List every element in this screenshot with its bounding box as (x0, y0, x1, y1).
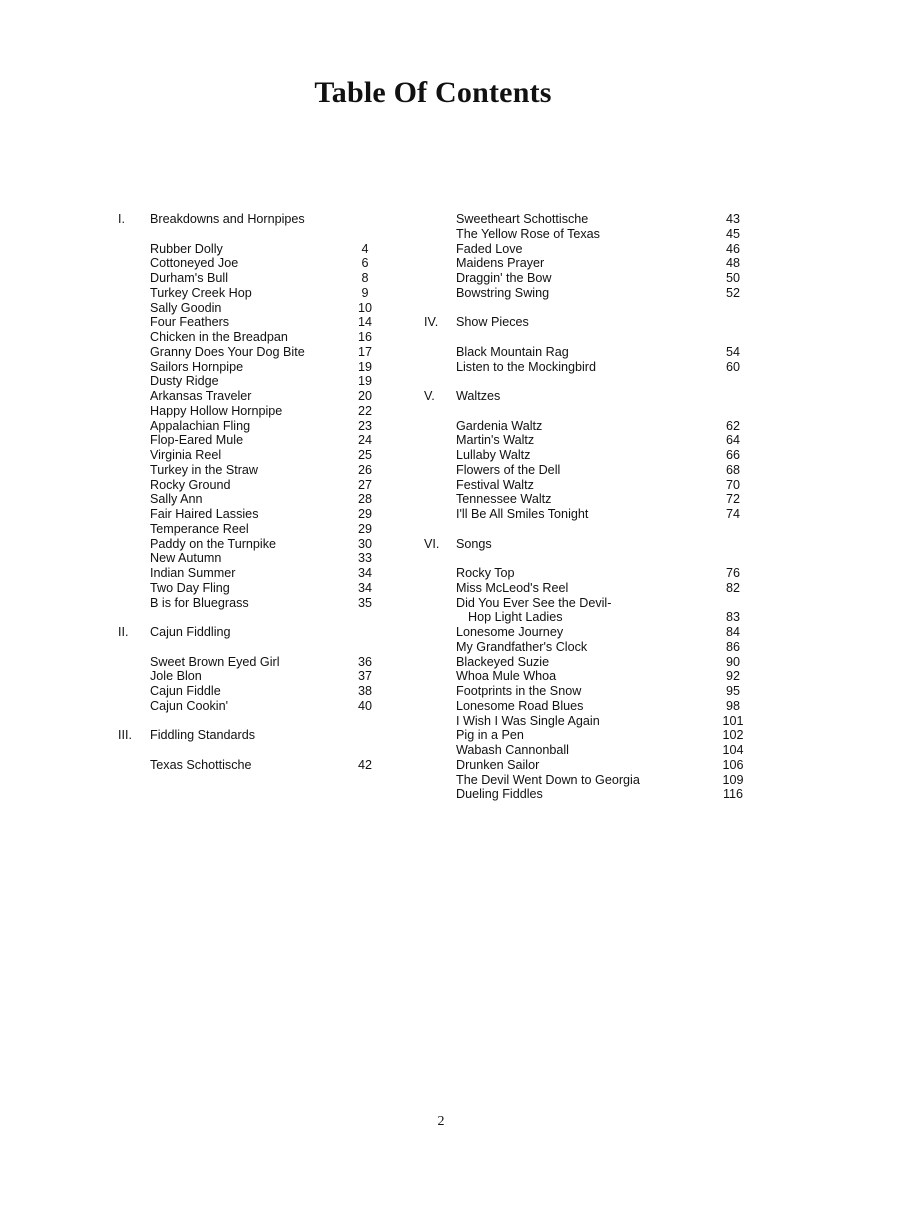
entry-title: B is for Bluegrass (150, 595, 249, 610)
entry-page-number: 86 (725, 639, 740, 654)
entry-page-number: 116 (722, 787, 744, 802)
entry-title: Four Feathers (150, 315, 230, 330)
entry-page-number: 35 (357, 595, 372, 610)
toc-entry[interactable] (456, 787, 748, 802)
entry-page-number: 43 (725, 212, 740, 226)
toc-entry[interactable] (150, 492, 380, 507)
entry-title: Drunken Sailor (456, 757, 540, 772)
entry-page-number: 29 (357, 507, 372, 521)
page-number: 2 (437, 1114, 445, 1129)
entry-page-number: 54 (725, 344, 740, 359)
entry-title: Virginia Reel (150, 448, 222, 462)
toc-entry[interactable] (150, 286, 380, 301)
section-numeral: IV. (424, 315, 439, 330)
entry-title: Black Mountain Rag (456, 344, 569, 359)
toc-entry[interactable] (150, 301, 380, 316)
toc-entry[interactable] (150, 522, 380, 537)
entry-page-number: 102 (722, 728, 744, 743)
entry-title: Flop-Eared Mule (150, 433, 244, 448)
entry-title: Sweetheart Schottische (456, 212, 589, 226)
entry-title (456, 596, 718, 626)
entry-title: Bowstring Swing (456, 285, 550, 300)
entry-page-number: 101 (722, 713, 744, 728)
entry-title: Happy Hollow Hornpipe (150, 403, 283, 418)
spacer (118, 227, 388, 242)
toc-left-column (118, 212, 388, 773)
entry-page-number: 17 (357, 344, 372, 359)
toc-entry[interactable] (456, 492, 748, 507)
entry-page-number: 66 (725, 448, 740, 462)
entry-page-number: 64 (725, 433, 740, 448)
section-title: Show Pieces (456, 315, 529, 330)
entry-title: Sally Ann (150, 492, 203, 507)
toc-entry[interactable] (150, 389, 380, 404)
entry-title: The Devil Went Down to Georgia (456, 772, 640, 787)
entry-page-number: 22 (357, 403, 372, 418)
section-heading (424, 315, 744, 330)
entry-page-number: 29 (357, 521, 372, 536)
entry-page-number: 28 (357, 492, 372, 507)
toc-entry[interactable] (456, 463, 748, 478)
toc-entry[interactable] (456, 478, 748, 493)
toc-entry[interactable] (456, 448, 748, 463)
toc-entry[interactable] (456, 728, 748, 743)
entry-title: Listen to the Mockingbird (456, 359, 597, 374)
entry-title: New Autumn (150, 551, 222, 566)
toc-entry[interactable] (150, 463, 380, 478)
entry-page-number: 8 (361, 271, 369, 285)
entry-page-number: 25 (357, 448, 372, 462)
section-title: Breakdowns and Hornpipes (150, 212, 305, 226)
entry-page-number: 10 (357, 300, 372, 315)
entry-title: Miss McLeod's Reel (456, 580, 569, 595)
entry-title-line: Did You Ever See the Devil- (456, 595, 612, 610)
entry-title: I'll Be All Smiles Tonight (456, 507, 589, 521)
entry-page-number: 14 (357, 315, 372, 330)
entry-page-number: 19 (357, 374, 372, 389)
toc-entry[interactable] (456, 433, 748, 448)
entry-title: Gardenia Waltz (456, 418, 543, 433)
toc-entry[interactable] (150, 404, 380, 419)
entry-page-number: 20 (357, 389, 372, 403)
toc-entry[interactable] (150, 315, 380, 330)
entry-title: Durham's Bull (150, 271, 228, 285)
toc-entry[interactable] (150, 360, 380, 375)
toc-entry[interactable] (150, 699, 380, 714)
toc-entry[interactable] (150, 271, 380, 286)
section-numeral: V. (424, 389, 435, 403)
toc-entry[interactable] (456, 212, 748, 227)
entry-page-number: 19 (357, 359, 372, 374)
spacer (118, 610, 388, 625)
toc-entry[interactable] (456, 581, 748, 596)
entry-title: Lonesome Road Blues (456, 698, 584, 713)
entry-title: Two Day Fling (150, 580, 230, 595)
entry-title: Turkey Creek Hop (150, 285, 252, 300)
entry-title: Cottoneyed Joe (150, 256, 239, 271)
entry-title: Faded Love (456, 241, 523, 256)
entry-page-number: 34 (357, 580, 372, 595)
spacer (118, 743, 388, 758)
entry-page-number: 45 (725, 226, 740, 241)
entry-page-number: 48 (725, 256, 740, 271)
entry-page-number: 60 (725, 359, 740, 374)
section-heading (424, 389, 744, 404)
toc-entry[interactable] (456, 419, 748, 434)
entry-title: Dusty Ridge (150, 374, 219, 389)
entry-title: Sally Goodin (150, 300, 222, 315)
section-numeral: I. (118, 212, 125, 226)
toc-entry[interactable] (150, 551, 380, 566)
entry-title: Rubber Dolly (150, 241, 223, 256)
toc-entry[interactable] (150, 684, 380, 699)
entry-title: Appalachian Fling (150, 418, 251, 433)
entry-title: The Yellow Rose of Texas (456, 226, 600, 241)
toc-entry[interactable] (456, 566, 748, 581)
toc-entry[interactable] (150, 566, 380, 581)
toc-entry[interactable] (150, 419, 380, 434)
entry-title-line: Hop Light Ladies (468, 610, 563, 625)
entry-page-number: 27 (357, 477, 372, 492)
toc-entry[interactable] (456, 256, 748, 271)
section-heading (424, 537, 744, 552)
entry-title: Sweet Brown Eyed Girl (150, 654, 280, 669)
entry-page-number: 6 (361, 256, 369, 271)
entry-page-number: 34 (357, 566, 372, 580)
entry-page-number: 90 (725, 654, 740, 669)
section-numeral: III. (118, 728, 132, 743)
toc-entry[interactable] (150, 330, 380, 345)
toc-entry[interactable] (456, 714, 748, 729)
toc-entry[interactable] (150, 758, 380, 773)
entry-title: Dueling Fiddles (456, 787, 543, 802)
entry-title: Cajun Fiddle (150, 684, 221, 698)
entry-title: Rocky Top (456, 566, 515, 580)
toc-entry[interactable] (456, 345, 748, 360)
entry-page-number: 84 (725, 625, 740, 639)
toc-entry[interactable] (456, 640, 748, 655)
entry-title: Paddy on the Turnpike (150, 536, 277, 551)
entry-title: Lullaby Waltz (456, 448, 531, 462)
spacer (424, 522, 744, 537)
toc-entry[interactable] (456, 625, 748, 640)
entry-page-number: 37 (357, 669, 372, 684)
section-numeral: II. (118, 625, 129, 639)
entry-page-number: 92 (725, 669, 740, 684)
section-title: Cajun Fiddling (150, 625, 231, 639)
entry-page-number: 40 (357, 698, 372, 713)
entry-page-number: 95 (725, 684, 740, 698)
entry-title: Martin's Waltz (456, 433, 535, 448)
toc-entry[interactable] (456, 596, 748, 626)
toc-entry[interactable] (150, 655, 380, 670)
entry-page-number: 68 (725, 462, 740, 477)
spacer (118, 640, 388, 655)
entry-page-number: 82 (725, 580, 740, 595)
entry-page-number: 36 (357, 654, 372, 669)
entry-title: Granny Does Your Dog Bite (150, 344, 305, 359)
entry-page-number: 4 (361, 241, 369, 256)
toc-right-column (424, 212, 744, 802)
entry-page-number: 50 (725, 271, 740, 285)
toc-entry[interactable] (150, 669, 380, 684)
toc-entry[interactable] (150, 507, 380, 522)
toc-entry[interactable] (150, 537, 380, 552)
toc-entry[interactable] (150, 448, 380, 463)
entry-title: Flowers of the Dell (456, 462, 561, 477)
entry-page-number: 24 (357, 433, 372, 448)
entry-page-number: 33 (357, 551, 372, 566)
toc-entry[interactable] (456, 360, 748, 375)
entry-title: Sailors Hornpipe (150, 359, 244, 374)
toc-entry[interactable] (456, 286, 748, 301)
toc-entry[interactable] (150, 581, 380, 596)
toc-entry[interactable] (456, 655, 748, 670)
spacer (424, 404, 744, 419)
entry-page-number: 74 (725, 507, 740, 521)
entry-title: My Grandfather's Clock (456, 639, 588, 654)
entry-title: Indian Summer (150, 566, 236, 580)
entry-title: Wabash Cannonball (456, 743, 569, 757)
toc-entry[interactable] (150, 242, 380, 257)
entry-title: I Wish I Was Single Again (456, 713, 600, 728)
entry-page-number: 109 (722, 772, 744, 787)
entry-page-number: 83 (725, 610, 740, 625)
entry-page-number: 42 (357, 757, 372, 772)
spacer (424, 330, 744, 345)
entry-page-number: 62 (725, 418, 740, 433)
entry-page-number: 23 (357, 418, 372, 433)
entry-page-number: 76 (725, 566, 740, 580)
section-title: Waltzes (456, 389, 501, 403)
toc-entry[interactable] (150, 478, 380, 493)
entry-page-number: 52 (725, 285, 740, 300)
toc-entry[interactable] (456, 669, 748, 684)
entry-page-number: 46 (725, 241, 740, 256)
entry-title: Rocky Ground (150, 477, 231, 492)
entry-title: Turkey in the Straw (150, 462, 259, 477)
entry-page-number: 70 (725, 477, 740, 492)
toc-entry[interactable] (456, 758, 748, 773)
entry-page-number: 104 (722, 743, 744, 757)
section-heading (118, 728, 388, 743)
section-title: Fiddling Standards (150, 728, 256, 743)
toc-entry[interactable] (456, 699, 748, 714)
spacer (118, 714, 388, 729)
entry-title: Whoa Mule Whoa (456, 669, 557, 684)
entry-title: Fair Haired Lassies (150, 507, 259, 521)
toc-entry[interactable] (150, 433, 380, 448)
toc-entry[interactable] (456, 242, 748, 257)
toc-entry[interactable] (456, 227, 748, 242)
toc-entry[interactable] (456, 507, 748, 522)
section-numeral: VI. (424, 536, 440, 551)
spacer (424, 301, 744, 316)
entry-title: Chicken in the Breadpan (150, 330, 288, 344)
toc-entry[interactable] (150, 596, 380, 611)
section-title: Songs (456, 536, 492, 551)
entry-page-number: 9 (361, 285, 369, 300)
toc-entry[interactable] (456, 271, 748, 286)
entry-page-number: 38 (357, 684, 372, 698)
entry-title: Tennessee Waltz (456, 492, 552, 507)
entry-title: Lonesome Journey (456, 625, 564, 639)
entry-title: Temperance Reel (150, 521, 249, 536)
entry-page-number: 72 (725, 492, 740, 507)
toc-entry[interactable] (456, 684, 748, 699)
entry-page-number: 106 (722, 757, 744, 772)
toc-entry[interactable] (456, 773, 748, 788)
page-title: Table Of Contents (314, 76, 552, 109)
entry-title: Pig in a Pen (456, 728, 524, 743)
toc-entry[interactable] (456, 743, 748, 758)
toc-entry[interactable] (150, 345, 380, 360)
entry-title: Footprints in the Snow (456, 684, 582, 698)
entry-title: Cajun Cookin' (150, 698, 229, 713)
toc-entry[interactable] (150, 374, 380, 389)
entry-page-number: 30 (357, 536, 372, 551)
entry-title: Jole Blon (150, 669, 202, 684)
entry-page-number: 26 (357, 462, 372, 477)
entry-title: Arkansas Traveler (150, 389, 252, 403)
section-heading (118, 625, 388, 640)
spacer (424, 374, 744, 389)
spacer (424, 551, 744, 566)
entry-title: Texas Schottische (150, 757, 252, 772)
entry-title: Draggin' the Bow (456, 271, 552, 285)
toc-entry[interactable] (150, 256, 380, 271)
entry-page-number: 16 (357, 330, 372, 344)
section-heading (118, 212, 388, 227)
entry-title: Maidens Prayer (456, 256, 545, 271)
entry-title: Blackeyed Suzie (456, 654, 550, 669)
entry-title: Festival Waltz (456, 477, 534, 492)
entry-page-number: 98 (725, 698, 740, 713)
